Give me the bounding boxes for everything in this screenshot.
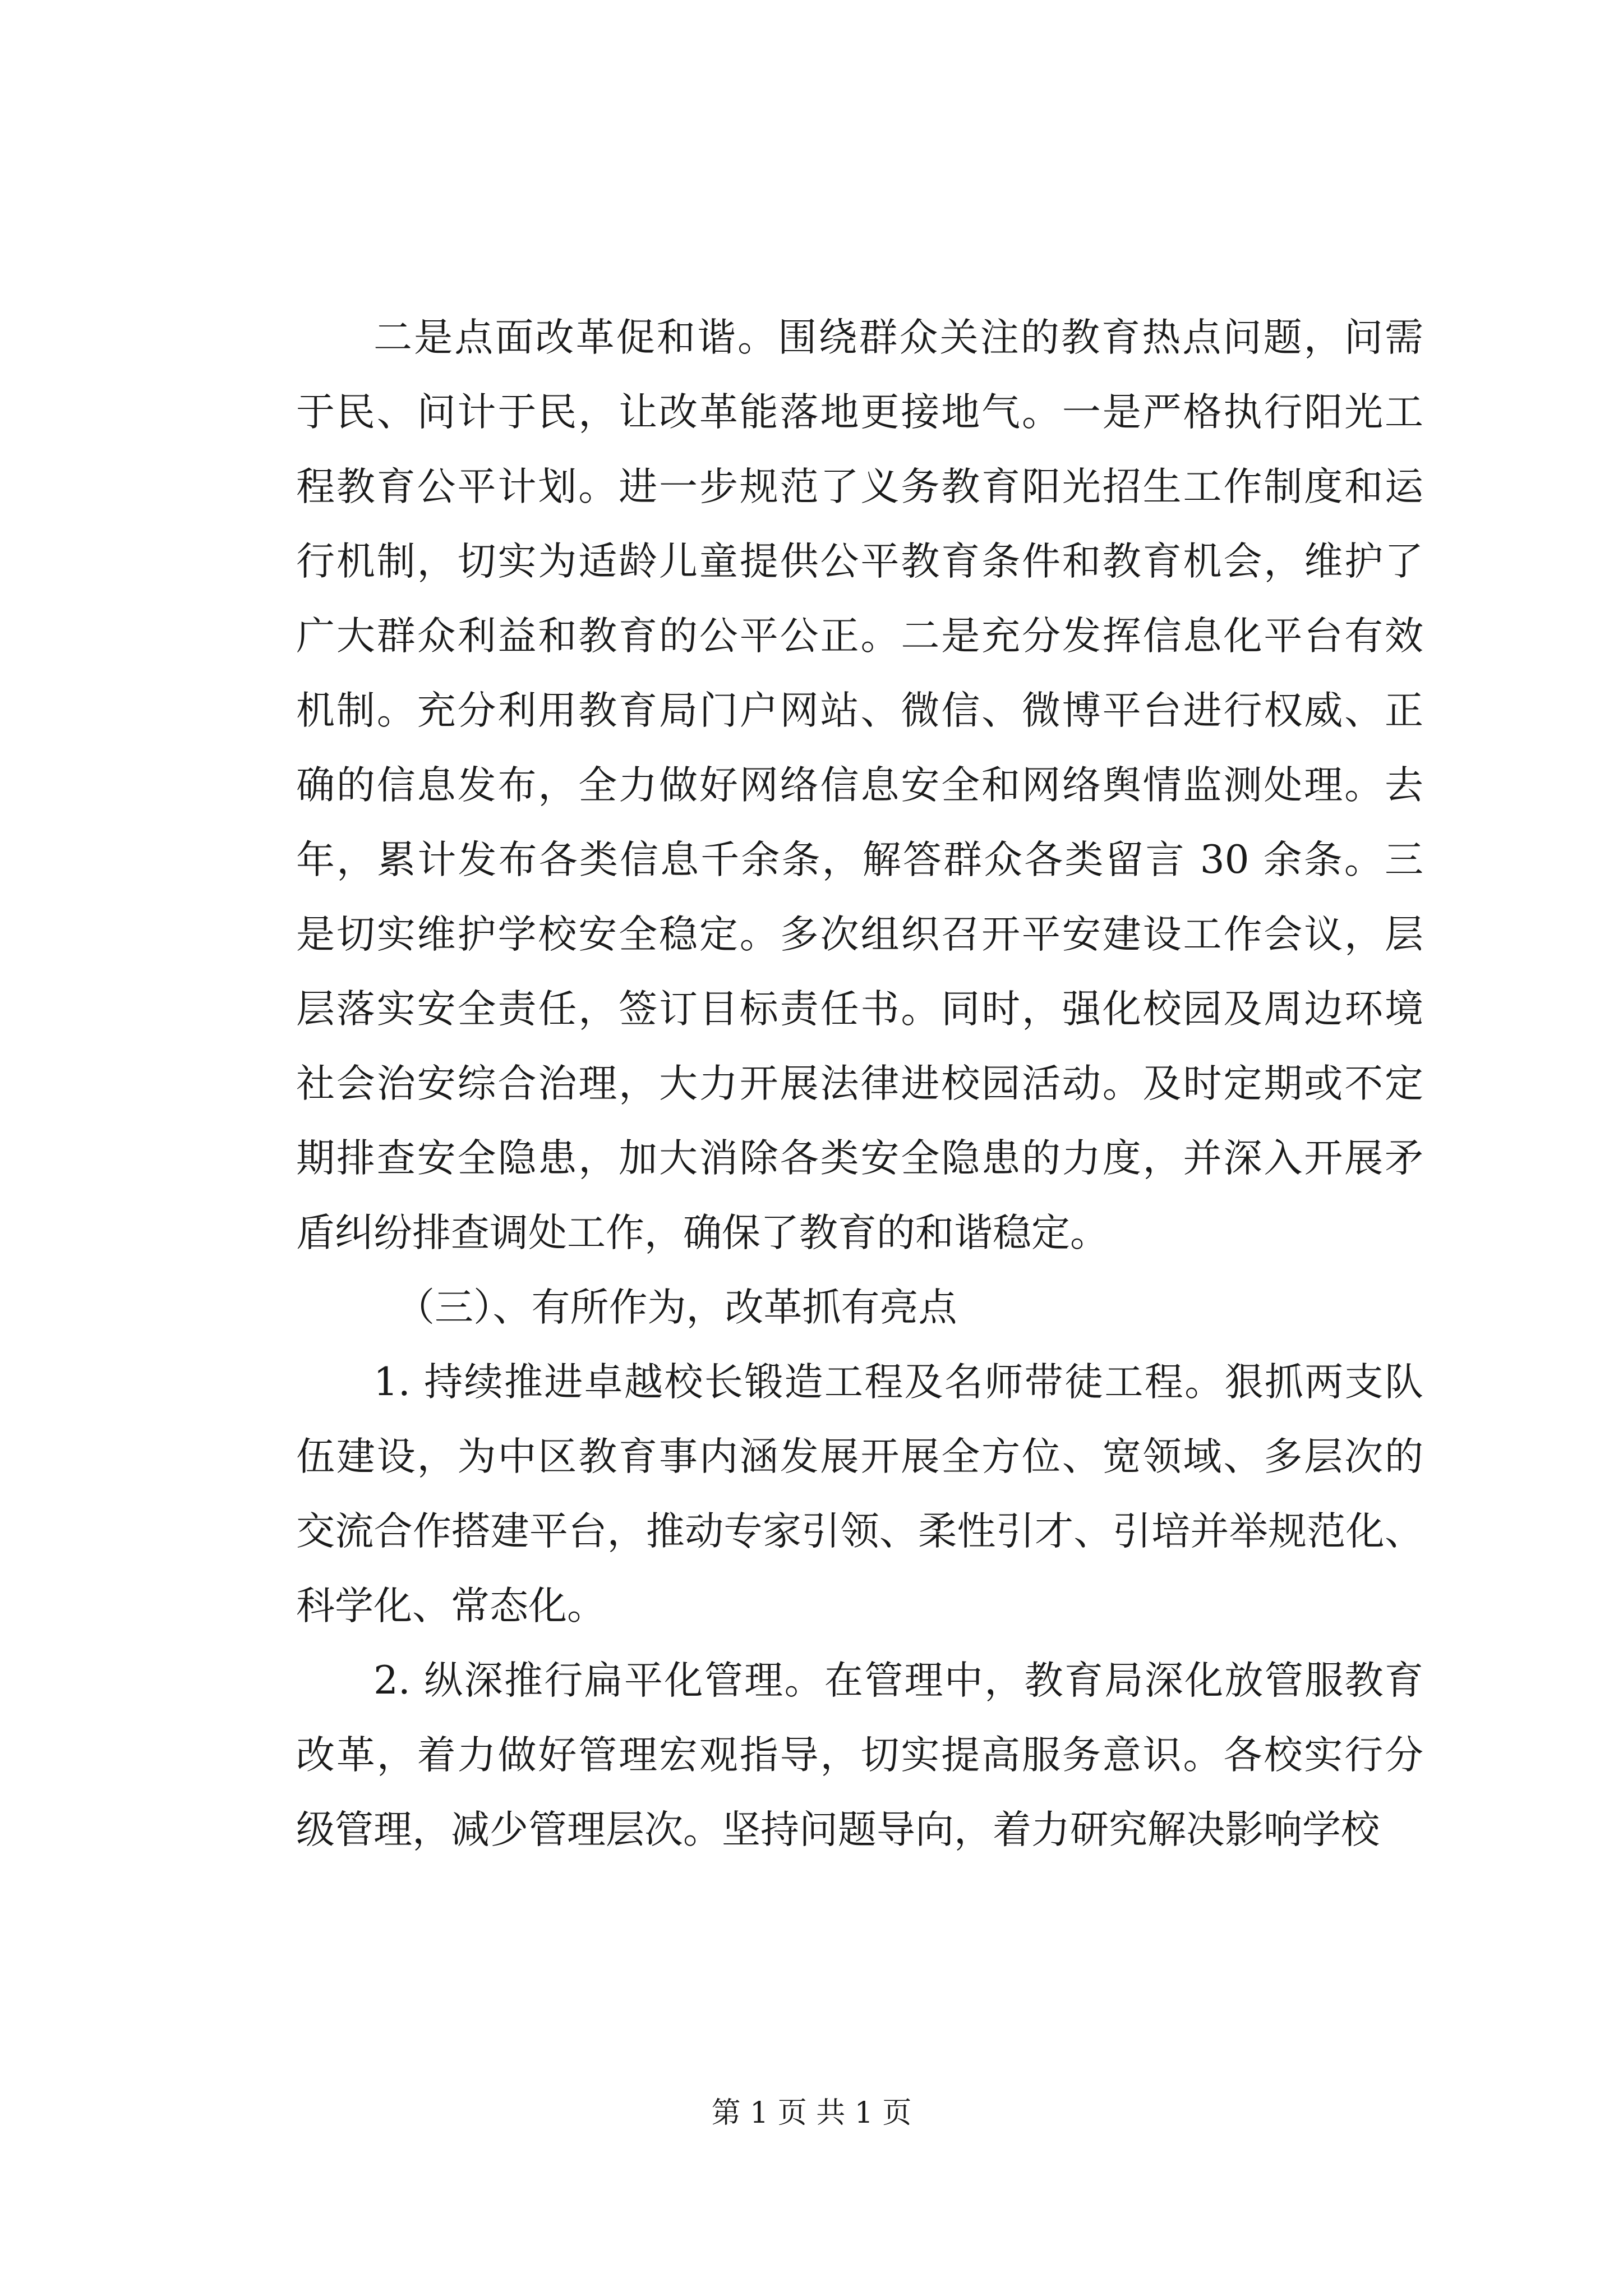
body-paragraph xyxy=(296,1345,1423,1644)
page-footer: 第 1 页 共 1 页 xyxy=(711,2096,912,2130)
text-line: 2. 纵深推行扁平化管理。在管理中，教育局深化放管服教育 xyxy=(374,1658,1423,1703)
document-body xyxy=(296,301,1423,1867)
text-line: 广大群众利益和教育的公平公正。二是充分发挥信息化平台有效 xyxy=(296,614,1423,659)
text-line: 交流合作搭建平台，推动专家引领、柔性引才、引培并举规范化、 xyxy=(296,1509,1423,1554)
text-line: 确的信息发布，全力做好网络信息安全和网络舆情监测处理。去 xyxy=(296,763,1423,808)
body-paragraph xyxy=(296,1644,1423,1867)
body-paragraph xyxy=(296,301,1423,1271)
text-line: 二是点面改革促和谐。围绕群众关注的教育热点问题，问需 xyxy=(374,315,1423,360)
text-line: 于民、问计于民，让改革能落地更接地气。一是严格执行阳光工 xyxy=(296,390,1423,435)
text-line: 机制。充分利用教育局门户网站、微信、微博平台进行权威、正 xyxy=(296,688,1423,733)
text-line: （三）、有所作为，改革抓有亮点 xyxy=(396,1285,957,1330)
text-line: 程教育公平计划。进一步规范了义务教育阳光招生工作制度和运 xyxy=(296,464,1423,509)
text-line: 层落实安全责任，签订目标责任书。同时，强化校园及周边环境 xyxy=(296,987,1423,1032)
section-heading xyxy=(296,1271,1423,1345)
text-line: 科学化、常态化。 xyxy=(296,1584,606,1628)
text-line: 级管理，减少管理层次。坚持问题导向，着力研究解决影响学校 xyxy=(296,1807,1380,1852)
text-line: 改革，着力做好管理宏观指导，切实提高服务意识。各校实行分 xyxy=(296,1733,1423,1778)
text-line: 1. 持续推进卓越校长锻造工程及名师带徒工程。狠抓两支队 xyxy=(374,1360,1423,1405)
text-line: 是切实维护学校安全稳定。多次组织召开平安建设工作会议，层 xyxy=(296,912,1423,957)
text-line: 社会治安综合治理，大力开展法律进校园活动。及时定期或不定 xyxy=(296,1061,1423,1106)
text-line: 行机制，切实为适龄儿童提供公平教育条件和教育机会，维护了 xyxy=(296,539,1423,584)
text-line: 期排查安全隐患，加大消除各类安全隐患的力度，并深入开展矛 xyxy=(296,1136,1423,1181)
text-line: 伍建设，为中区教育事内涵发展开展全方位、宽领域、多层次的 xyxy=(296,1434,1423,1479)
text-line: 盾纠纷排查调处工作，确保了教育的和谐稳定。 xyxy=(296,1211,1109,1255)
text-line: 年，累计发布各类信息千余条，解答群众各类留言 30 余条。三 xyxy=(296,838,1423,882)
